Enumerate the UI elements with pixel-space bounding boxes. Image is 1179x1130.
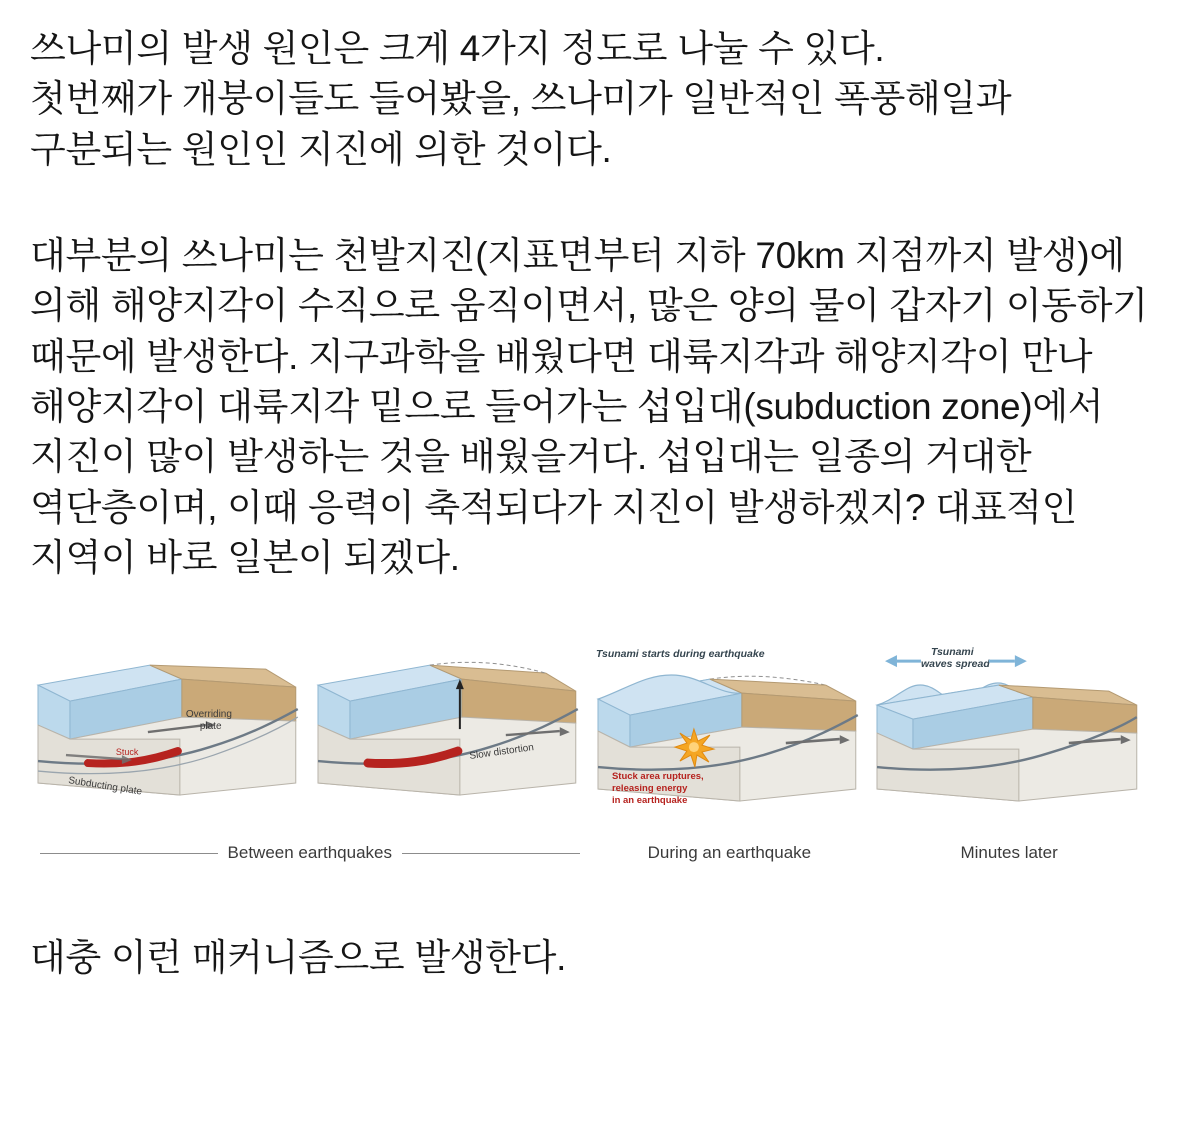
- panel-4-label-top-line-2: waves spread: [921, 659, 990, 671]
- panel-2-label-slow-distortion: Slow distortion: [468, 742, 535, 763]
- panel-1-label-stuck: Stuck: [115, 747, 139, 758]
- panel-3-label-rupture-line-3: in an earthquake: [611, 795, 687, 807]
- panel-3-label-top: Tsunami starts during earthquake: [595, 649, 765, 661]
- panel-3-label-rupture-line-1: Stuck area ruptures,: [611, 771, 704, 783]
- caption-during-earthquake: During an earthquake: [647, 843, 812, 863]
- paragraph-3: 대부분의 쓰나미는 천발지진(지표면부터 지하 70km 지점까지 발생)에 의해 해양지각이 수직으로 움직이면서, 많은 양의 물이 갑자기 이동하기 때문에 발생한다. 지구과학을 배웠다면 대륙지각과 해양지각이 만나 해양지각이 대륙지각 밑으로 들어가는 섭입대(subduction zone)에서 지진이 많이 발생하는 것을 배웠을거다. 섭입대는 일종의 거대한 역단층이며, 이때 응력이 축적되다가 지진이 발생하겠지? 대표적인 지역이 바로 일본이 되겠다.: [30, 234, 1148, 578]
- caption-rule-left: [40, 853, 218, 854]
- figure-captions: [30, 836, 1149, 870]
- panel-4-illustration: [869, 643, 1149, 828]
- panel-4-label-top-line-1: Tsunami: [931, 647, 974, 659]
- panel-1-label-subducting-plate: Subducting plate: [67, 775, 143, 798]
- paragraph-1: 쓰나미의 발생 원인은 크게 4가지 정도로 나눌 수 있다.: [30, 28, 885, 69]
- panel-3-illustration: [590, 643, 870, 828]
- closing-paragraph: 대충 이런 매커니즘으로 발생한다.: [30, 937, 567, 979]
- figure-panel-1: [30, 643, 310, 828]
- svg-text:plate: plate: [199, 721, 222, 733]
- subduction-tsunami-figure: [30, 643, 1149, 893]
- paragraph-spacer: [30, 175, 1149, 231]
- figure-panel-4: [869, 643, 1149, 828]
- figure-panels: [30, 643, 1149, 828]
- caption-between-earthquakes: Between earthquakes: [30, 836, 590, 870]
- caption-rule-right: [402, 853, 580, 854]
- figure-panel-3: [590, 643, 870, 828]
- panel-1-illustration: [30, 643, 310, 828]
- caption-minutes-later: Minutes later: [960, 843, 1058, 863]
- panel-3-label-rupture-line-2: releasing energy: [611, 783, 687, 795]
- panel-2-illustration: [310, 643, 590, 828]
- panel-1-label-overriding-plate: Overriding: [185, 709, 232, 721]
- paragraph-2: 첫번째가 개붕이들도 들어봤을, 쓰나미가 일반적인 폭풍해일과 구분되는 원인인 지진에 의한 것이다.: [30, 78, 1012, 170]
- figure-panel-2: [310, 643, 590, 828]
